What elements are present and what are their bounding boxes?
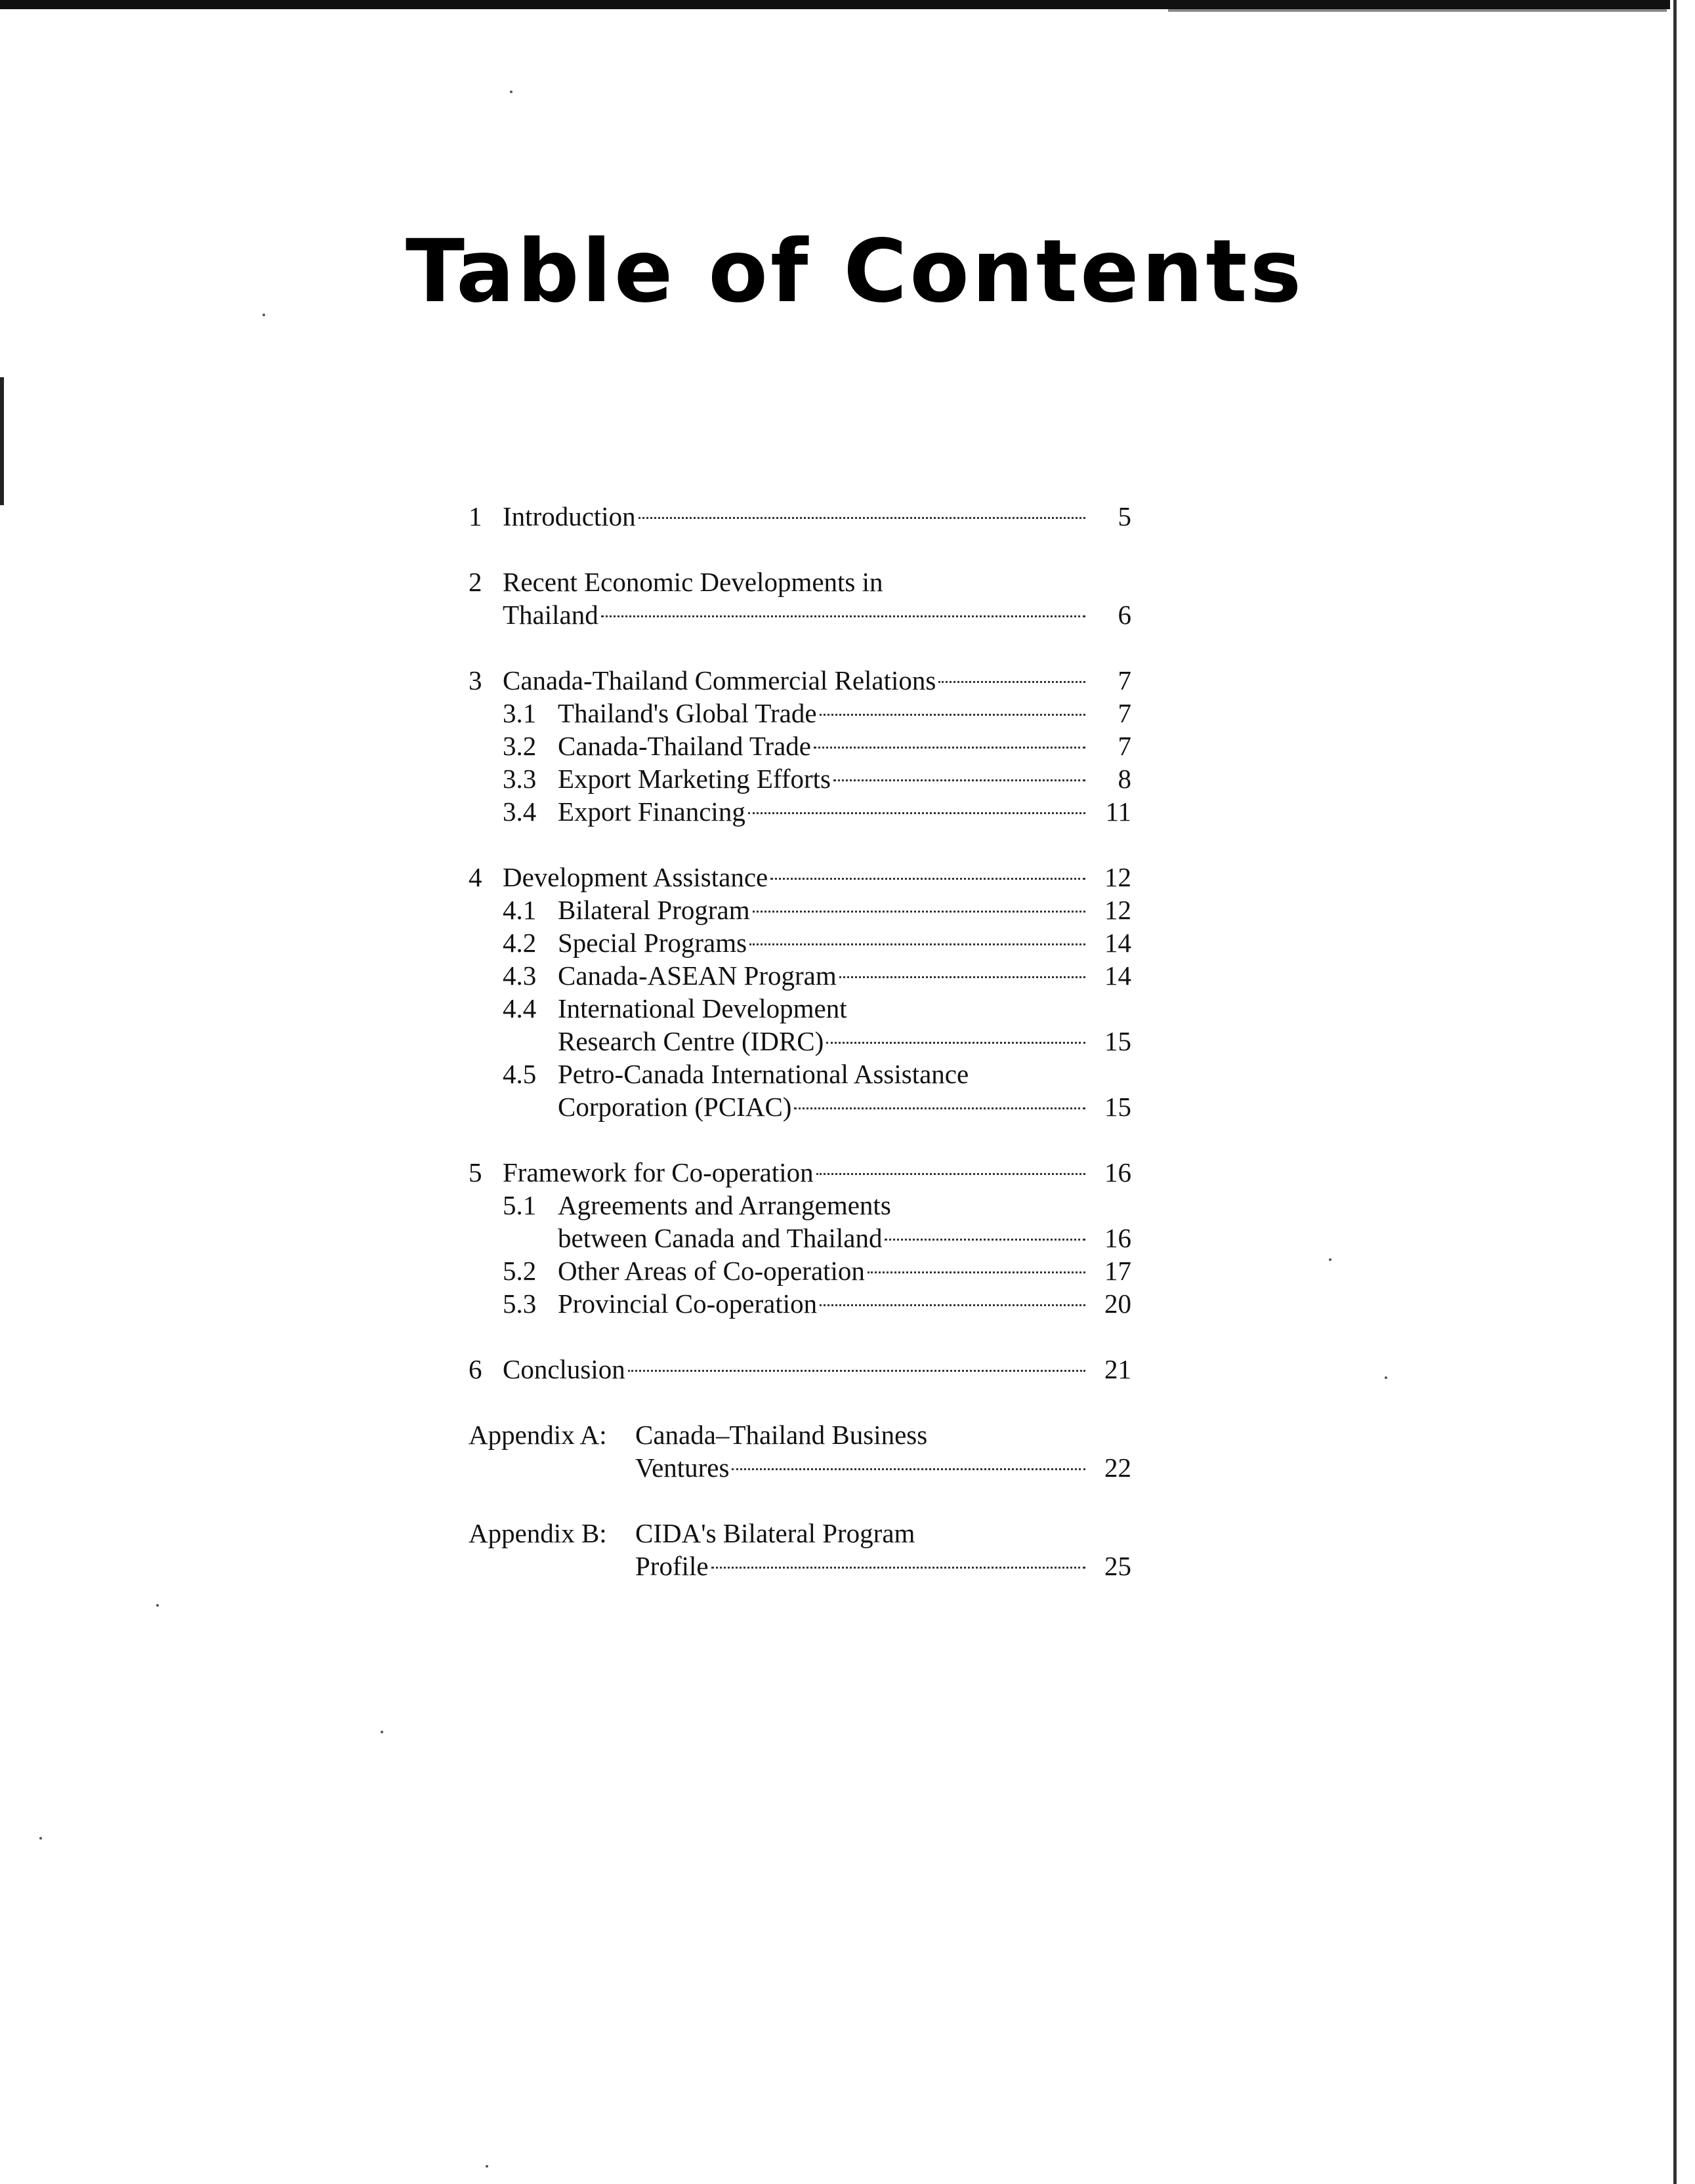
entry-label: Ventures	[635, 1453, 730, 1483]
dot-leader	[794, 1107, 1085, 1109]
dot-leader	[938, 681, 1085, 683]
dot-leader	[748, 812, 1085, 814]
entry-label: Conclusion	[503, 1354, 625, 1384]
entry-label: Thailand's Global Trade	[558, 698, 817, 728]
toc-subentry[interactable]	[469, 959, 1131, 992]
dot-leader	[732, 1468, 1085, 1470]
dot-leader	[814, 747, 1085, 749]
entry-number: 4	[469, 862, 482, 892]
scan-speck	[1329, 1258, 1331, 1261]
scan-speck	[39, 1837, 42, 1840]
entry-page: 7	[1118, 698, 1131, 728]
toc-entry[interactable]	[469, 1517, 1131, 1550]
toc-entry-continuation[interactable]	[469, 1550, 1131, 1582]
entry-label: Other Areas of Co-operation	[558, 1256, 865, 1286]
dot-leader	[749, 943, 1085, 945]
entry-number: 5.2	[503, 1256, 537, 1286]
toc-subentry[interactable]	[469, 992, 1131, 1025]
entry-page: 7	[1118, 665, 1131, 695]
entry-label: Corporation (PCIAC)	[558, 1092, 792, 1122]
toc-subentry-continuation[interactable]	[469, 1222, 1131, 1254]
entry-number: 5.3	[503, 1288, 537, 1319]
toc-subentry[interactable]	[469, 730, 1131, 762]
entry-label: Thailand	[503, 600, 598, 630]
entry-page: 15	[1104, 1026, 1131, 1056]
dot-leader	[839, 976, 1085, 978]
entry-number: 4.4	[503, 993, 537, 1023]
scan-speck	[262, 314, 265, 316]
toc-subentry[interactable]	[469, 1287, 1131, 1320]
entry-number: 6	[469, 1354, 482, 1384]
entry-number: 5	[469, 1157, 482, 1187]
toc-subentry[interactable]	[469, 1189, 1131, 1222]
entry-number: 3.4	[503, 796, 537, 827]
scan-right-edge	[1673, 0, 1677, 2184]
entry-label: Export Financing	[558, 796, 745, 827]
toc-entry[interactable]	[469, 1156, 1131, 1189]
toc-section-development-assistance	[469, 861, 1131, 1123]
dot-leader	[820, 1304, 1085, 1306]
entry-label: Profile	[635, 1551, 709, 1581]
toc-entry[interactable]	[469, 1418, 1131, 1451]
dot-leader	[826, 1042, 1085, 1044]
dot-leader	[868, 1271, 1085, 1273]
entry-label: Agreements and Arrangements	[558, 1190, 891, 1220]
entry-label: International Development	[558, 993, 847, 1023]
toc-entry[interactable]	[469, 500, 1131, 533]
entry-number: 5.1	[503, 1190, 537, 1220]
dot-leader	[638, 517, 1085, 519]
entry-label: Research Centre (IDRC)	[558, 1026, 824, 1056]
entry-label: Development Assistance	[503, 862, 768, 892]
entry-page: 8	[1118, 764, 1131, 794]
entry-label: Special Programs	[558, 928, 747, 958]
appendix-number: Appendix A:	[469, 1420, 607, 1450]
scan-speck	[156, 1604, 159, 1607]
entry-page: 7	[1118, 731, 1131, 761]
entry-label: between Canada and Thailand	[558, 1223, 883, 1253]
toc-subentry[interactable]	[469, 697, 1131, 730]
dot-leader	[816, 1173, 1085, 1175]
entry-page: 20	[1104, 1288, 1131, 1319]
entry-label: Introduction	[503, 501, 636, 531]
entry-number: 3.3	[503, 764, 537, 794]
dot-leader	[753, 911, 1085, 913]
entry-number: 3.2	[503, 731, 537, 761]
entry-number: 2	[469, 567, 482, 597]
entry-label: Petro-Canada International Assistance	[558, 1059, 969, 1089]
entry-page: 16	[1104, 1223, 1131, 1253]
scan-top-border-thin	[1168, 9, 1667, 12]
entry-page: 11	[1105, 796, 1131, 827]
entry-page: 17	[1104, 1256, 1131, 1286]
entry-label: Export Marketing Efforts	[558, 764, 831, 794]
entry-page: 16	[1104, 1157, 1131, 1187]
entry-page: 21	[1104, 1354, 1131, 1384]
toc-section-commercial-relations	[469, 664, 1131, 828]
scan-speck	[486, 2165, 488, 2168]
toc-subentry-continuation[interactable]	[469, 1025, 1131, 1058]
entry-page: 5	[1118, 501, 1131, 531]
table-of-contents	[469, 500, 1131, 1615]
toc-entry[interactable]	[469, 664, 1131, 697]
toc-entry[interactable]	[469, 566, 1131, 598]
scan-top-border	[0, 0, 1670, 9]
dot-leader	[601, 615, 1085, 617]
toc-entry[interactable]	[469, 1353, 1131, 1386]
toc-entry-continuation[interactable]	[469, 1451, 1131, 1484]
toc-appendix-a	[469, 1418, 1131, 1484]
scan-speck	[510, 91, 513, 93]
toc-subentry[interactable]	[469, 894, 1131, 926]
entry-label: Canada-Thailand Commercial Relations	[503, 665, 936, 695]
scan-speck	[1385, 1376, 1387, 1379]
toc-section-framework	[469, 1156, 1131, 1320]
entry-number: 4.5	[503, 1059, 537, 1089]
entry-label: CIDA's Bilateral Program	[635, 1518, 915, 1548]
entry-label: Bilateral Program	[558, 895, 750, 925]
entry-page: 12	[1104, 862, 1131, 892]
entry-label: Framework for Co-operation	[503, 1157, 814, 1187]
scan-left-mark	[0, 377, 4, 505]
page-title: Table of Contents	[406, 221, 1305, 322]
toc-section-conclusion	[469, 1353, 1131, 1386]
scan-speck	[381, 1731, 383, 1733]
entry-number: 4.1	[503, 895, 537, 925]
toc-entry-continuation[interactable]	[469, 598, 1131, 631]
entry-number: 4.3	[503, 960, 537, 991]
entry-label: Canada-ASEAN Program	[558, 960, 837, 991]
toc-subentry[interactable]	[469, 1058, 1131, 1090]
appendix-number: Appendix B:	[469, 1518, 607, 1548]
entry-label: Canada-Thailand Trade	[558, 731, 811, 761]
entry-page: 12	[1104, 895, 1131, 925]
dot-leader	[885, 1239, 1085, 1241]
toc-subentry[interactable]	[469, 926, 1131, 959]
toc-section-economic-developments	[469, 566, 1131, 631]
entry-page: 25	[1104, 1551, 1131, 1581]
entry-number: 3.1	[503, 698, 537, 728]
entry-label: Canada–Thailand Business	[635, 1420, 928, 1450]
entry-page: 14	[1104, 960, 1131, 991]
dot-leader	[770, 878, 1085, 880]
entry-page: 15	[1104, 1092, 1131, 1122]
toc-entry[interactable]	[469, 861, 1131, 894]
toc-subentry[interactable]	[469, 762, 1131, 795]
entry-label: Recent Economic Developments in	[503, 567, 883, 597]
entry-number: 1	[469, 501, 482, 531]
entry-number: 4.2	[503, 928, 537, 958]
entry-page: 6	[1118, 600, 1131, 630]
dot-leader	[711, 1567, 1085, 1569]
dot-leader	[820, 714, 1085, 716]
toc-subentry[interactable]	[469, 1254, 1131, 1287]
entry-page: 22	[1104, 1453, 1131, 1483]
entry-page: 14	[1104, 928, 1131, 958]
toc-subentry[interactable]	[469, 795, 1131, 828]
toc-appendix-b	[469, 1517, 1131, 1582]
toc-subentry-continuation[interactable]	[469, 1090, 1131, 1123]
toc-section-introduction	[469, 500, 1131, 533]
dot-leader	[833, 779, 1085, 781]
entry-number: 3	[469, 665, 482, 695]
entry-label: Provincial Co-operation	[558, 1288, 818, 1319]
dot-leader	[628, 1370, 1085, 1372]
